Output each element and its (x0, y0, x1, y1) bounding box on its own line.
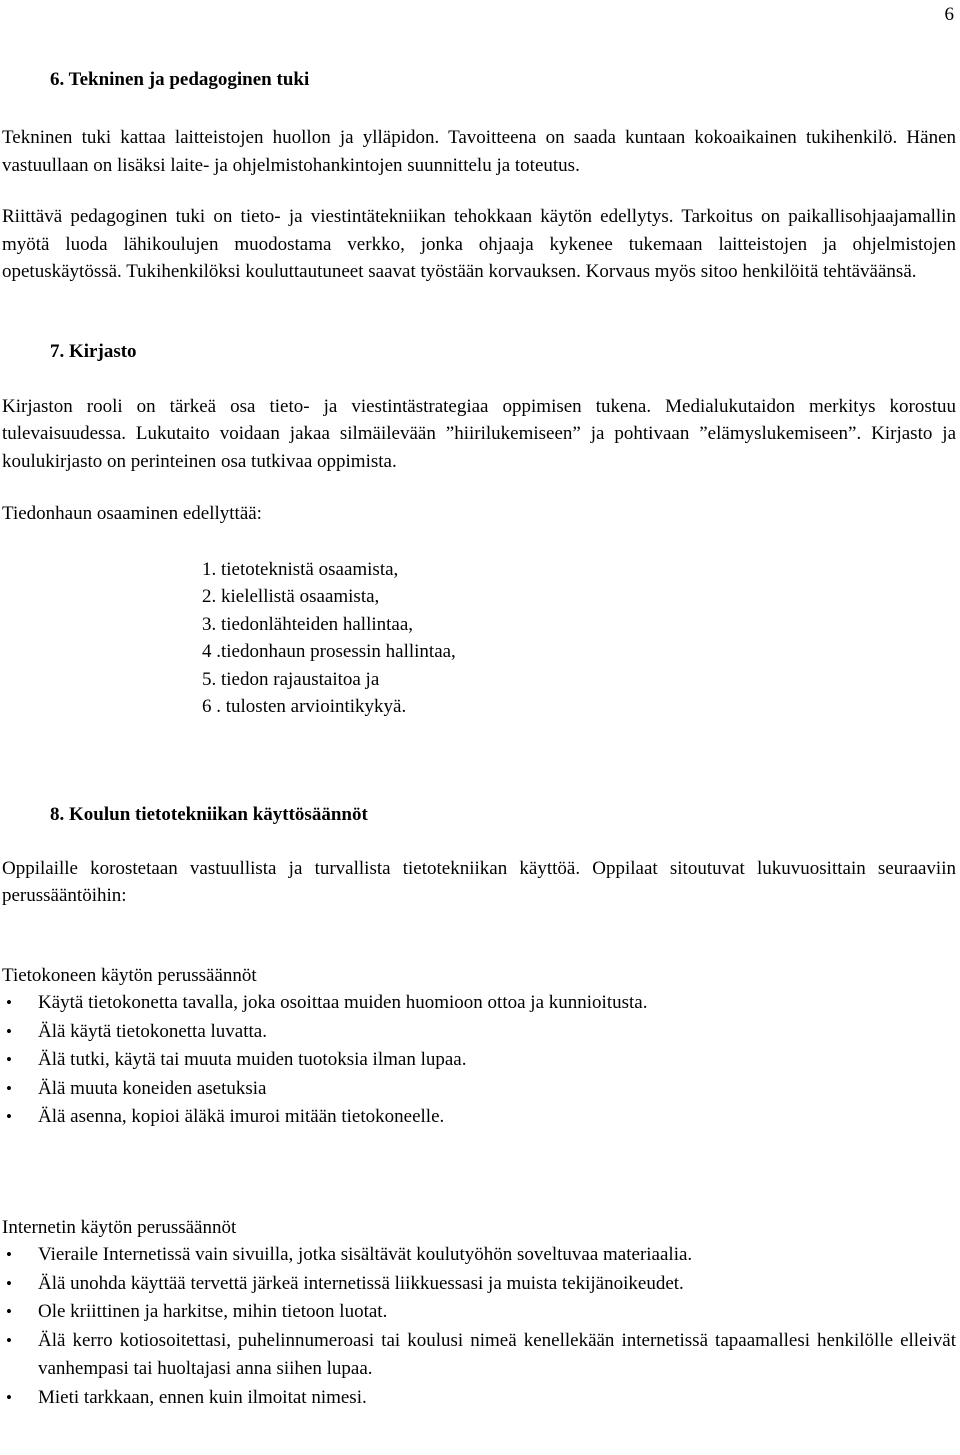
internet-rules-heading: Internetin käytön perussäännöt (2, 1216, 237, 1238)
document-body (2, 66, 956, 1412)
list-item: 4 .tiedonhaun prosessin hallintaa, (202, 641, 456, 662)
list-item: • Älä unohda käyttää tervettä järkeä internetissä liikkuessasi ja muista tekijänoikeudet. (2, 1270, 956, 1299)
section-8-paragraph-1: Oppilaille korostetaan vastuullista ja turvallista tietotekniikan käyttöä. Oppilaat sitoutuvat lukuvuosittain seuraaviin perussääntöihin: (2, 857, 956, 906)
bullet-icon: • (6, 1273, 12, 1293)
list-item: • Käytä tietokonetta tavalla, joka osoittaa muiden huomioon ottoa ja kunnioitusta. (2, 989, 956, 1018)
list-item: • Älä asenna, kopioi äläkä imuroi mitään tietokoneelle. (2, 1103, 956, 1132)
section-6-paragraph-1: Tekninen tuki kattaa laitteistojen huollon ja ylläpidon. Tavoitteena on saada kuntaan kokoaikainen tukihenkilö. Hänen vastuullaan on lisäksi laite- ja ohjelmistohankintojen suunnittelu ja toteutus. (2, 127, 956, 176)
bullet-icon: • (6, 1021, 12, 1041)
bullet-icon: • (6, 993, 12, 1012)
section-7-paragraph-1: Kirjaston rooli on tärkeä osa tieto- ja viestintästrategiaa oppimisen tukena. Medialukutaidon merkitys korostuu tulevaisuudessa. Lukutaito voidaan jakaa silmäilevään ”hiirilukemiseen” ja pohtivaan ”elämyslukemiseen”. Kirjasto ja koulukirjasto on perinteinen osa tutkivaa oppimista. (2, 395, 956, 472)
list-item: 5. tiedon rajaustaitoa ja (202, 668, 380, 690)
bullet-icon: • (6, 1078, 12, 1098)
list-item: • Mieti tarkkaan, ennen kuin ilmoitat nimesi. (2, 1384, 956, 1413)
internet-rules-list (2, 1241, 956, 1412)
bullet-icon: • (6, 1387, 12, 1407)
computer-rules-heading: Tietokoneen käytön perussäännöt (2, 964, 257, 986)
bullet-icon: • (6, 1050, 12, 1069)
list-item: 6 . tulosten arviointikykyä. (202, 696, 407, 717)
bullet-icon: • (6, 1245, 12, 1264)
section-7-heading: 7. Kirjasto (50, 340, 137, 362)
list-item: • Ole kriittinen ja harkitse, mihin tietoon luotat. (2, 1298, 956, 1327)
section-6-heading: 6. Tekninen ja pedagoginen tuki (50, 69, 310, 90)
section-8-heading: 8. Koulun tietotekniikan käyttösäännöt (50, 803, 368, 825)
computer-rules-list (2, 989, 956, 1132)
list-item: • Älä tutki, käytä tai muuta muiden tuotoksia ilman lupaa. (2, 1046, 956, 1075)
list-item: • Älä muuta koneiden asetuksia (2, 1075, 956, 1104)
list-item: • Älä kerro kotiosoitettasi, puhelinnumeroasi tai koulusi nimeä kenellekään internetissä tapaamallesi henkilölle elleivät vanhempasi tai huoltajasi anna siihen lupaa. (2, 1327, 956, 1384)
info-retrieval-list (202, 556, 956, 721)
section-7-paragraph-2: Tiedonhaun osaaminen edellyttää: (2, 503, 262, 524)
list-item: • Vieraile Internetissä vain sivuilla, jotka sisältävät koulutyöhön soveltuvaa materiaalia. (2, 1241, 956, 1270)
page-number: 6 (944, 4, 954, 25)
bullet-icon: • (6, 1107, 12, 1126)
bullet-icon: • (6, 1330, 12, 1350)
bullet-icon: • (6, 1302, 12, 1321)
list-item: • Älä käytä tietokonetta luvatta. (2, 1018, 956, 1047)
list-item: 2. kielellistä osaamista, (202, 586, 380, 607)
section-6-paragraph-2: Riittävä pedagoginen tuki on tieto- ja viestintätekniikan tehokkaan käytön edellytys. Tarkoitus on paikallisohjaajamallin myötä luoda lähikoulujen muodostama verkko, jonka ohjaaja kykenee tukemaan laitteistojen ja ohjelmistojen opetuskäytössä. Tukihenkilöksi kouluttautuneet saavat työstään korvauksen. Korvaus myös sitoo henkilöitä tehtäväänsä. (2, 206, 956, 282)
list-item: 1. tietoteknistä osaamista, (202, 558, 399, 580)
list-item: 3. tiedonlähteiden hallintaa, (202, 613, 414, 635)
